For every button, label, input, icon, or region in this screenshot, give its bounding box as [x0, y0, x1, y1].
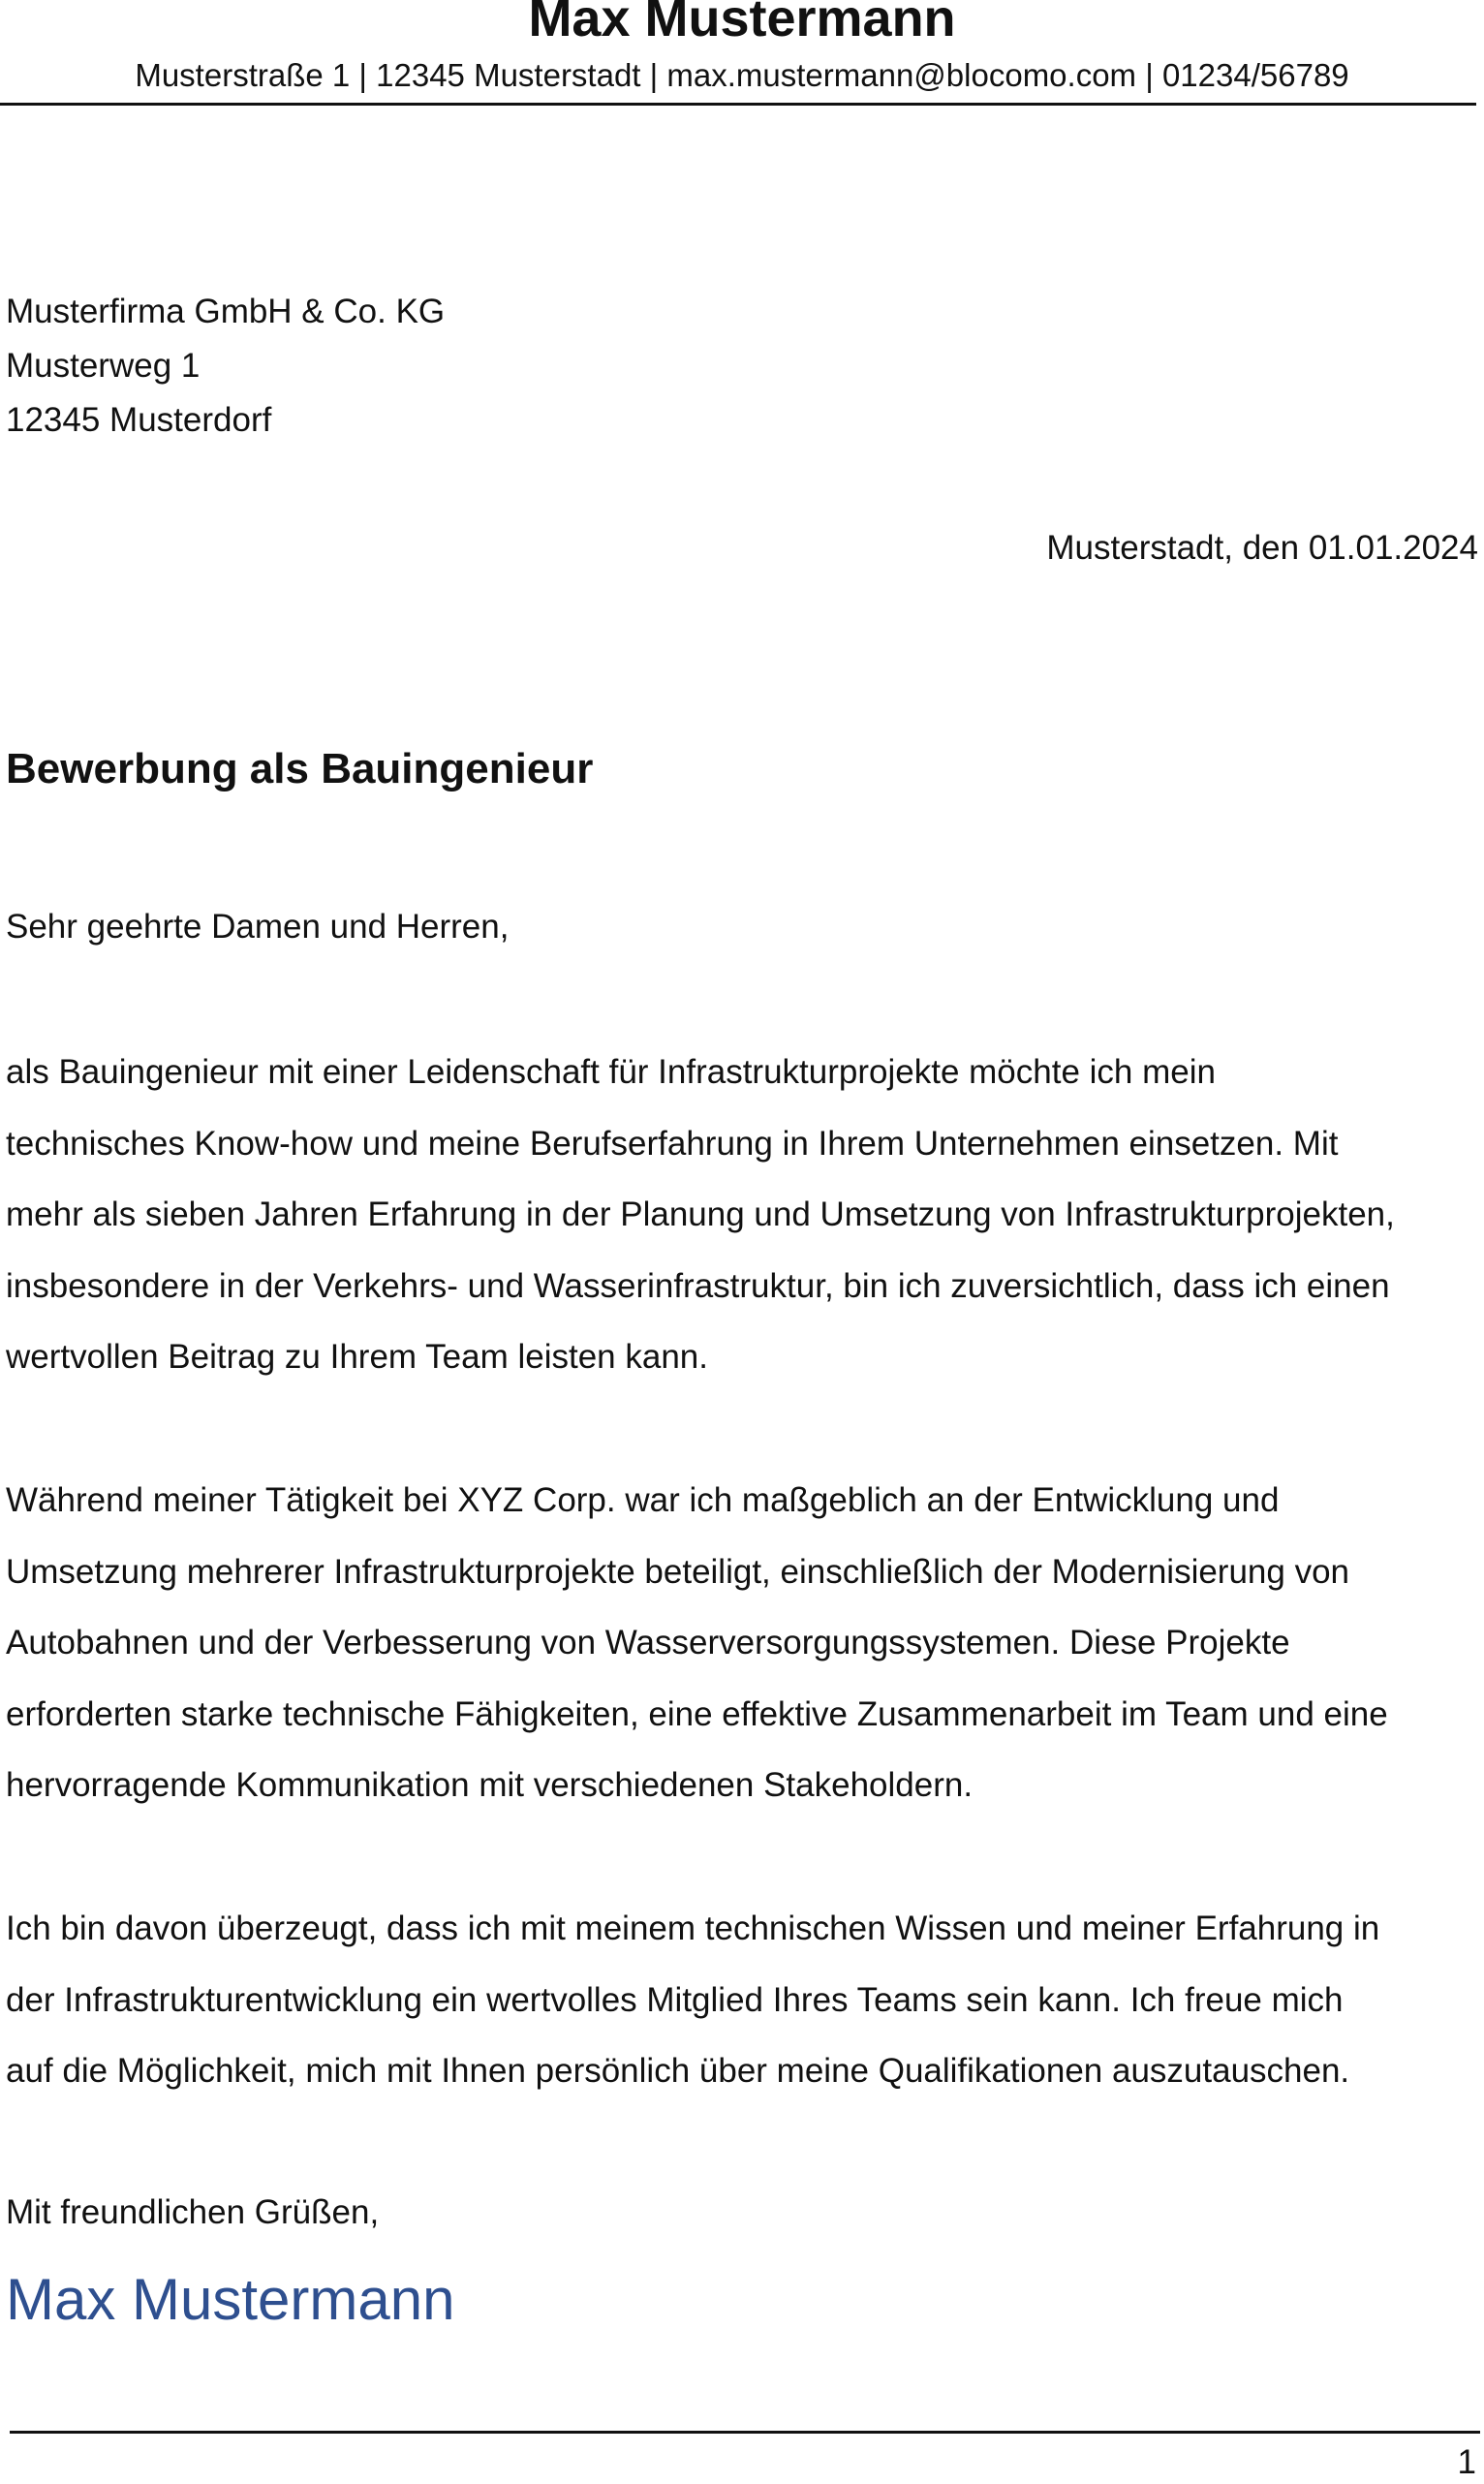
salutation: Sehr geehrte Damen und Herren, [6, 908, 510, 946]
recipient-city: 12345 Musterdorf [6, 401, 272, 439]
body-paragraph-2 [6, 1465, 1476, 1821]
paragraph-line: Umsetzung mehrerer Infrastrukturprojekte beteiligt, einschließlich der Modernisierung von [6, 1552, 1350, 1591]
paragraph-line: hervorragende Kommunikation mit verschiedenen Stakeholdern. [6, 1766, 974, 1805]
paragraph-line: Während meiner Tätigkeit bei XYZ Corp. war ich maßgeblich an der Entwicklung und [6, 1481, 1280, 1519]
paragraph-line: als Bauingenieur mit einer Leidenschaft für Infrastrukturprojekte möchte ich mein [6, 1053, 1216, 1091]
paragraph-line: Autobahnen und der Verbesserung von Wasserversorgungssystemen. Diese Projekte [6, 1624, 1290, 1662]
paragraph-line: der Infrastrukturentwicklung ein wertvolles Mitglied Ihres Teams sein kann. Ich freue mich [6, 1980, 1344, 2019]
closing-phrase: Mit freundlichen Grüßen, [6, 2193, 380, 2231]
paragraph-line: auf die Möglichkeit, mich mit Ihnen persönlich über meine Qualifikationen auszutauschen. [6, 2052, 1350, 2091]
recipient-company: Musterfirma GmbH & Co. KG [6, 293, 446, 330]
sender-contact-line: Musterstraße 1 | 12345 Musterstadt | max.mustermann@blocomo.com | 01234/56789 [135, 57, 1349, 93]
paragraph-line: erforderten starke technische Fähigkeiten, eine effektive Zusammenarbeit im Team und eine [6, 1694, 1388, 1733]
recipient-street: Musterweg 1 [6, 347, 201, 385]
paragraph-line: wertvollen Beitrag zu Ihrem Team leisten kann. [6, 1338, 708, 1377]
body-paragraph-1 [6, 1037, 1476, 1393]
letter-date: Musterstadt, den 01.01.2024 [1046, 529, 1478, 567]
body-paragraph-3 [6, 1893, 1476, 2107]
paragraph-line: Ich bin davon überzeugt, dass ich mit meinem technischen Wissen und meiner Erfahrung in [6, 1910, 1380, 1947]
signature: Max Mustermann [6, 2267, 455, 2332]
paragraph-line: technisches Know-how und meine Berufserfahrung in Ihrem Unternehmen einsetzen. Mit [6, 1124, 1339, 1163]
paragraph-line: mehr als sieben Jahren Erfahrung in der Planung und Umsetzung von Infrastrukturprojekten, [6, 1195, 1395, 1234]
sender-name: Max Mustermann [528, 0, 956, 47]
paragraph-line: insbesondere in der Verkehrs- und Wasserinfrastruktur, bin ich zuversichtlich, dass ich einen [6, 1266, 1390, 1305]
page-number: 1 [1457, 2443, 1476, 2481]
header-divider [0, 103, 1476, 106]
recipient-address [6, 285, 445, 448]
footer-divider [10, 2431, 1480, 2434]
letter-subject: Bewerbung als Bauingenieur [6, 745, 594, 792]
